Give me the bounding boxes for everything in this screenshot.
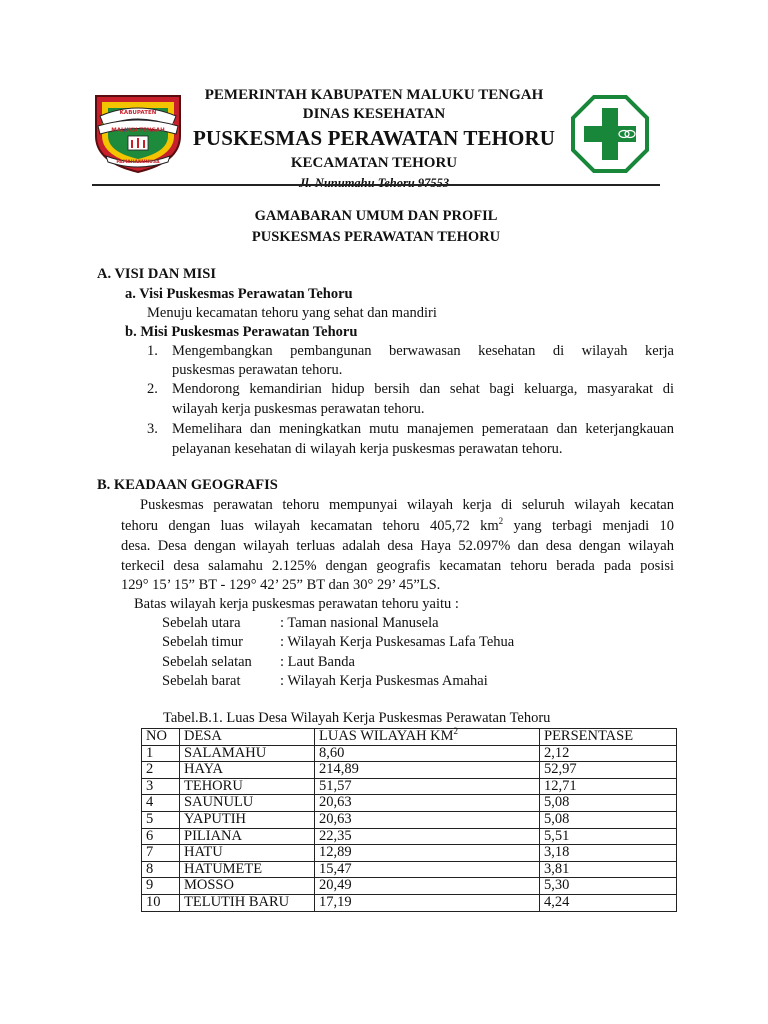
table-row — [142, 778, 677, 795]
geografis-para-line-3: desa. Desa dengan wilayah terluas adalah desa Haya 52.097% dan desa dengan wilayah — [121, 538, 674, 554]
title-line-1: GAMABARAN UMUM DAN PROFIL — [254, 208, 498, 224]
cell-no: 2 — [142, 762, 180, 779]
geografis-coordinates: 129° 15’ 15” BT - 129° 42’ 25” BT dan 30° 29’ 45”LS. — [121, 577, 441, 593]
cell-no: 4 — [142, 795, 180, 812]
emblem-banner-top: KABUPATEN — [119, 110, 157, 116]
geografis-para-line-4: terkecil desa salamahu 2.125% dengan geografis kecamatan tehoru berada pada posisi — [121, 558, 674, 574]
cell-persen: 3,81 — [540, 861, 677, 878]
puskesmas-cross-icon — [570, 94, 650, 174]
emblem-banner-mid: MALUKU TENGAH — [111, 127, 165, 134]
batas-label-timur: Sebelah timur — [162, 634, 243, 650]
cell-no: 3 — [142, 778, 180, 795]
misi-1-line-2: puskesmas perawatan tehoru. — [172, 362, 343, 378]
batas-label-selatan: Sebelah selatan — [162, 654, 252, 670]
letterhead-divider — [92, 184, 660, 186]
visi-text: Menuju kecamatan tehoru yang sehat dan mandiri — [147, 305, 437, 321]
header-no: NO — [142, 729, 180, 746]
cell-desa: SAUNULU — [180, 795, 315, 812]
area-superscript: 2 — [498, 516, 504, 526]
misi-1-line-1: Mengembangkan pembangunan berwawasan kesehatan di wilayah kerja — [172, 343, 674, 359]
section-a-heading: A. VISI DAN MISI — [97, 266, 216, 282]
table-row — [142, 828, 677, 845]
cell-no: 6 — [142, 828, 180, 845]
cell-luas: 51,57 — [315, 778, 540, 795]
cell-persen: 5,30 — [540, 878, 677, 895]
table-row — [142, 894, 677, 911]
cell-desa: SALAMAHU — [180, 745, 315, 762]
cell-persen: 2,12 — [540, 745, 677, 762]
area-text-post: yang terbagi menjadi 10 — [503, 518, 674, 534]
misi-3-line-1: Memelihara dan meningkatkan mutu manajemen pemerataan dan keterjangkauan — [172, 421, 674, 437]
misi-3-line-2: pelayanan kesehatan di wilayah kerja puskesmas perawatan tehoru. — [172, 441, 563, 457]
cell-luas: 20,49 — [315, 878, 540, 895]
document-title — [92, 206, 660, 248]
cell-persen: 5,08 — [540, 795, 677, 812]
table-row — [142, 745, 677, 762]
table-row — [142, 861, 677, 878]
cell-no: 7 — [142, 845, 180, 862]
cell-persen: 3,18 — [540, 845, 677, 862]
emblem-banner-bottom: PAMAHANUNUSA — [116, 160, 160, 165]
cell-luas: 15,47 — [315, 861, 540, 878]
title-line-2: PUSKESMAS PERAWATAN TEHORU — [251, 229, 501, 245]
letterhead-government: PEMERINTAH KABUPATEN MALUKU TENGAH — [204, 87, 544, 103]
letterhead — [188, 86, 560, 192]
regency-emblem-icon — [92, 92, 184, 174]
misi-1-number: 1. — [147, 343, 158, 359]
letterhead-institution: PUSKESMAS PERAWATAN TEHORU — [193, 126, 555, 150]
cell-luas: 214,89 — [315, 762, 540, 779]
cell-no: 5 — [142, 811, 180, 828]
letterhead-department: DINAS KESEHATAN — [302, 106, 446, 122]
batas-value-barat: : Wilayah Kerja Puskesmas Amahai — [280, 673, 488, 689]
cell-persen: 52,97 — [540, 762, 677, 779]
batas-value-timur: : Wilayah Kerja Puskesamas Lafa Tehua — [280, 634, 515, 650]
cell-desa: HATU — [180, 845, 315, 862]
cell-desa: MOSSO — [180, 878, 315, 895]
table-row — [142, 845, 677, 862]
misi-heading: b. Misi Puskesmas Perawatan Tehoru — [125, 324, 358, 340]
table-row — [142, 878, 677, 895]
batas-value-selatan: : Laut Banda — [280, 654, 355, 670]
cell-luas: 17,19 — [315, 894, 540, 911]
batas-intro: Batas wilayah kerja puskesmas perawatan tehoru yaitu : — [134, 596, 459, 612]
cell-no: 8 — [142, 861, 180, 878]
cell-luas: 12,89 — [315, 845, 540, 862]
area-text: tehoru dengan luas wilayah kecamatan tehoru 405,72 km — [121, 518, 499, 534]
visi-heading: a. Visi Puskesmas Perawatan Tehoru — [125, 286, 353, 302]
cell-no: 9 — [142, 878, 180, 895]
cell-desa: HAYA — [180, 762, 315, 779]
geografis-para-line-2 — [121, 517, 674, 537]
cell-desa: TEHORU — [180, 778, 315, 795]
table-caption: Tabel.B.1. Luas Desa Wilayah Kerja Puskesmas Perawatan Tehoru — [163, 710, 551, 726]
cell-luas: 8,60 — [315, 745, 540, 762]
header-luas-superscript: 2 — [453, 726, 459, 736]
letterhead-district: KECAMATAN TEHORU — [290, 155, 458, 171]
cell-persen: 5,51 — [540, 828, 677, 845]
batas-label-utara: Sebelah utara — [162, 615, 241, 631]
cell-desa: PILIANA — [180, 828, 315, 845]
luas-desa-table — [141, 728, 677, 912]
misi-2-line-1: Mendorong kemandirian hidup bersih dan sehat bagi keluarga, masyarakat di — [172, 381, 674, 397]
cell-desa: YAPUTIH — [180, 811, 315, 828]
cell-persen: 5,08 — [540, 811, 677, 828]
misi-3-number: 3. — [147, 421, 158, 437]
cell-luas: 20,63 — [315, 811, 540, 828]
misi-2-line-2: wilayah kerja puskesmas perawatan tehoru. — [172, 401, 425, 417]
table-row — [142, 811, 677, 828]
header-desa: DESA — [180, 729, 315, 746]
cell-desa: HATUMETE — [180, 861, 315, 878]
cell-no: 1 — [142, 745, 180, 762]
cell-no: 10 — [142, 894, 180, 911]
section-b-heading: B. KEADAAN GEOGRAFIS — [97, 477, 278, 493]
cell-luas: 22,35 — [315, 828, 540, 845]
cell-persen: 4,24 — [540, 894, 677, 911]
cell-desa: TELUTIH BARU — [180, 894, 315, 911]
table-row — [142, 795, 677, 812]
header-luas-text: LUAS WILAYAH KM — [319, 728, 454, 744]
cell-luas: 20,63 — [315, 795, 540, 812]
header-persentase: PERSENTASE — [540, 729, 677, 746]
batas-value-utara: : Taman nasional Manusela — [280, 615, 439, 631]
cell-persen: 12,71 — [540, 778, 677, 795]
table-row — [142, 762, 677, 779]
letterhead-address: Jl. Nunumahu Tehoru 97553 — [298, 176, 450, 190]
header-luas — [315, 726, 540, 746]
misi-2-number: 2. — [147, 381, 158, 397]
geografis-para-line-1: Puskesmas perawatan tehoru mempunyai wilayah kerja di seluruh wilayah kecatan — [140, 497, 674, 513]
batas-label-barat: Sebelah barat — [162, 673, 241, 689]
table-header-row — [142, 729, 677, 746]
